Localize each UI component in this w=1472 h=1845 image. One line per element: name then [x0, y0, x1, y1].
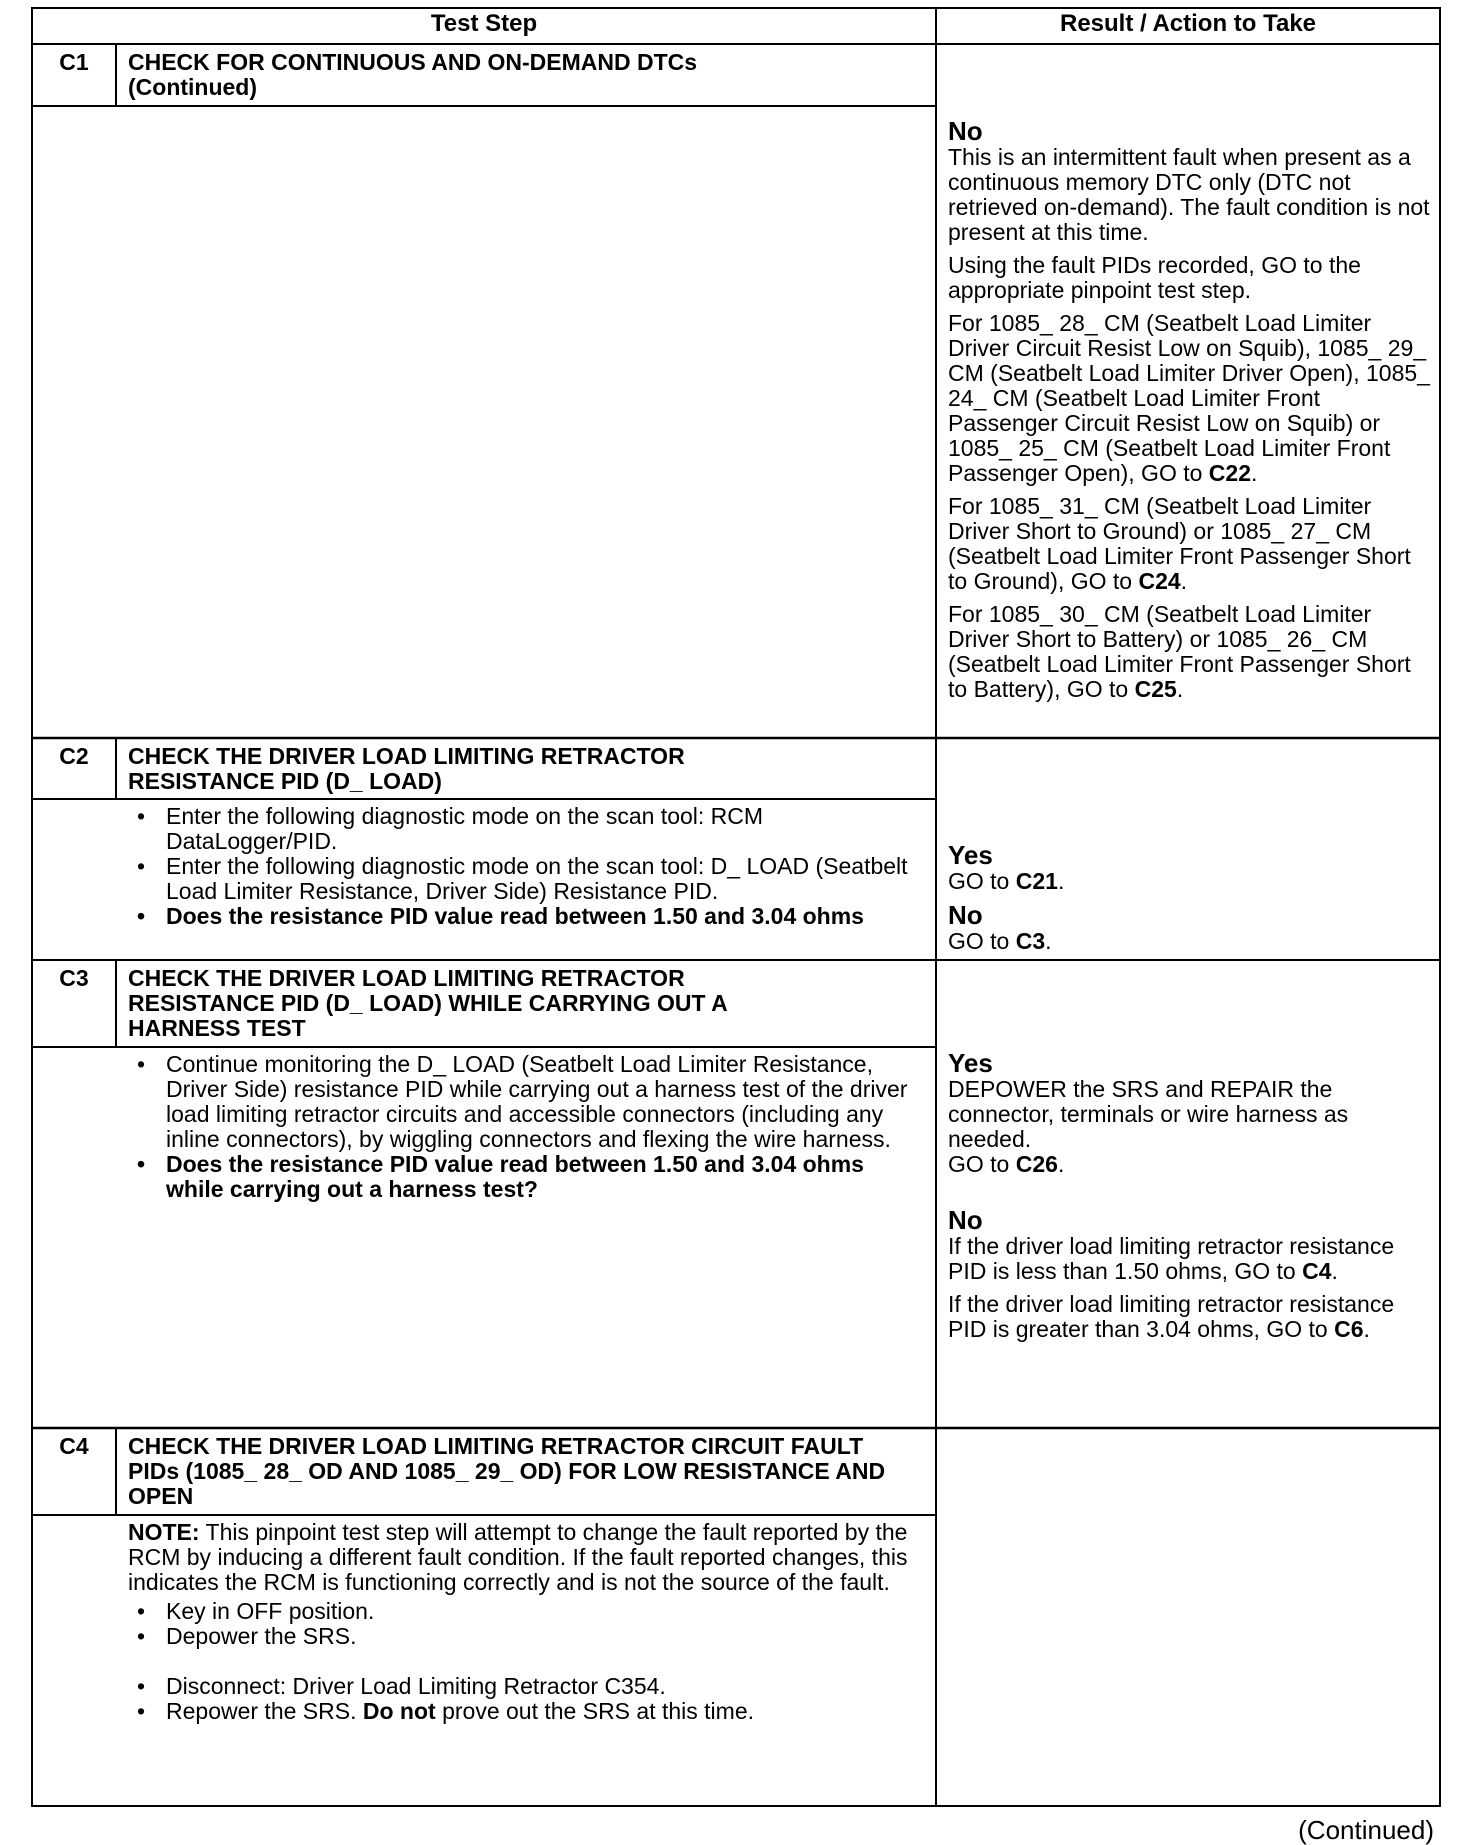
list-item: • Enter the following diagnostic mode on the scan tool: RCM DataLogger/PID.: [128, 804, 918, 854]
result-c3: [948, 1050, 1434, 1350]
note-paragraph: NOTE: This pinpoint test step will attempt to change the fault reported by the RCM by inducing a different fault condition. If the fault reported changes, this indicates the RCM is functioning correctly and is not the source of the fault.: [128, 1519, 908, 1595]
result-no-heading: No: [948, 116, 983, 146]
step-body-c4: [128, 1520, 918, 1724]
result-text: DEPOWER the SRS and REPAIR the connector, terminals or wire harness as needed.: [948, 1076, 1349, 1152]
step-reference[interactable]: C24: [1138, 568, 1181, 594]
result-text: Using the fault PIDs recorded, GO to the appropriate pinpoint test step.: [948, 252, 1361, 303]
continued-label: (Continued): [1298, 1815, 1434, 1845]
result-text: This is an intermittent fault when present as a continuous memory DTC only (DTC not retrieved on-demand). The fault condition is not present at this time.: [948, 144, 1430, 245]
result-text: For 1085_ 30_ CM (Seatbelt Load Limiter Driver Short to Battery) or 1085_ 26_ CM (Seatbelt Load Limiter Front Passenger Short to Battery), GO to C25.: [948, 601, 1411, 702]
step-title-c1-line2: (Continued): [128, 74, 258, 100]
result-text: GO to C3.: [948, 928, 1052, 954]
result-text: GO to C26.: [948, 1151, 1065, 1177]
list-item: • Key in OFF position.: [128, 1599, 918, 1624]
result-text: GO to C21.: [948, 868, 1065, 894]
step-title-c3: CHECK THE DRIVER LOAD LIMITING RETRACTOR RESISTANCE PID (D_ LOAD) WHILE CARRYING OUT A HARNESS TEST: [128, 965, 727, 1041]
result-c1: [948, 118, 1434, 710]
step-title-c1-line1: CHECK FOR CONTINUOUS AND ON-DEMAND DTCs: [128, 49, 698, 75]
step-reference[interactable]: C26: [1015, 1151, 1058, 1177]
step-reference[interactable]: C3: [1015, 928, 1046, 954]
list-item: • Enter the following diagnostic mode on the scan tool: D_ LOAD (Seatbelt Load Limiter Resistance, Driver Side) Resistance PID.: [128, 854, 918, 904]
step-reference[interactable]: C25: [1134, 676, 1177, 702]
result-no-heading: No: [948, 900, 983, 930]
list-item: • Continue monitoring the D_ LOAD (Seatbelt Load Limiter Resistance, Driver Side) resistance PID while carrying out a harness test of the driver load limiting retractor circuits and accessible connectors (including any inline connectors), by wiggling connectors and flexing the wire harness.: [128, 1052, 918, 1152]
result-text: If the driver load limiting retractor resistance PID is less than 1.50 ohms, GO to C4.: [948, 1233, 1395, 1284]
step-id-c2: C2: [59, 743, 89, 769]
header-result-action: Result / Action to Take: [1059, 10, 1317, 37]
result-c2: [948, 842, 1434, 954]
step-body-c2: [128, 804, 918, 929]
step-id-c1: C1: [59, 49, 89, 75]
result-text: If the driver load limiting retractor resistance PID is greater than 3.04 ohms, GO to C6.: [948, 1291, 1395, 1342]
step-reference[interactable]: C22: [1208, 460, 1251, 486]
result-text: For 1085_ 31_ CM (Seatbelt Load Limiter Driver Short to Ground) or 1085_ 27_ CM (Seatbelt Load Limiter Front Passenger Short to Ground), GO to C24.: [948, 493, 1411, 594]
step-reference[interactable]: C6: [1334, 1316, 1364, 1342]
step-id-c4: C4: [59, 1433, 89, 1459]
result-yes-heading: Yes: [948, 1048, 993, 1078]
step-title-c1: [128, 50, 928, 100]
step-title-c2: CHECK THE DRIVER LOAD LIMITING RETRACTOR RESISTANCE PID (D_ LOAD): [128, 743, 685, 794]
question-item: • Does the resistance PID value read between 1.50 and 3.04 ohms while carrying out a harness test?: [128, 1152, 918, 1202]
step-id-c3: C3: [59, 965, 89, 991]
result-yes-heading: Yes: [948, 840, 993, 870]
step-title-c4: CHECK THE DRIVER LOAD LIMITING RETRACTOR CIRCUIT FAULT PIDs (1085_ 28_ OD AND 1085_ 29_ OD) FOR LOW RESISTANCE AND OPEN: [128, 1433, 886, 1509]
question-item: • Does the resistance PID value read between 1.50 and 3.04 ohms: [128, 904, 918, 929]
header-test-step: Test Step: [430, 10, 538, 37]
step-body-c3: [128, 1052, 918, 1202]
step-reference[interactable]: C21: [1015, 868, 1058, 894]
step-reference[interactable]: C4: [1302, 1258, 1332, 1284]
note-label: NOTE:: [128, 1519, 200, 1545]
result-no-heading: No: [948, 1205, 983, 1235]
result-text: For 1085_ 28_ CM (Seatbelt Load Limiter Driver Circuit Resist Low on Squib), 1085_ 29_ CM (Seatbelt Load Limiter Driver Open), 1085_ 24_ CM (Seatbelt Load Limiter Front Passenger Circuit Resist Low on Squib) or 1085_ 25_ CM (Seatbelt Load Limiter Front Passenger Open), GO to C22.: [948, 310, 1430, 486]
list-item: • Repower the SRS. Do not prove out the SRS at this time.: [128, 1699, 918, 1724]
list-item: • Depower the SRS.: [128, 1624, 918, 1649]
list-item: • Disconnect: Driver Load Limiting Retractor C354.: [128, 1674, 918, 1699]
